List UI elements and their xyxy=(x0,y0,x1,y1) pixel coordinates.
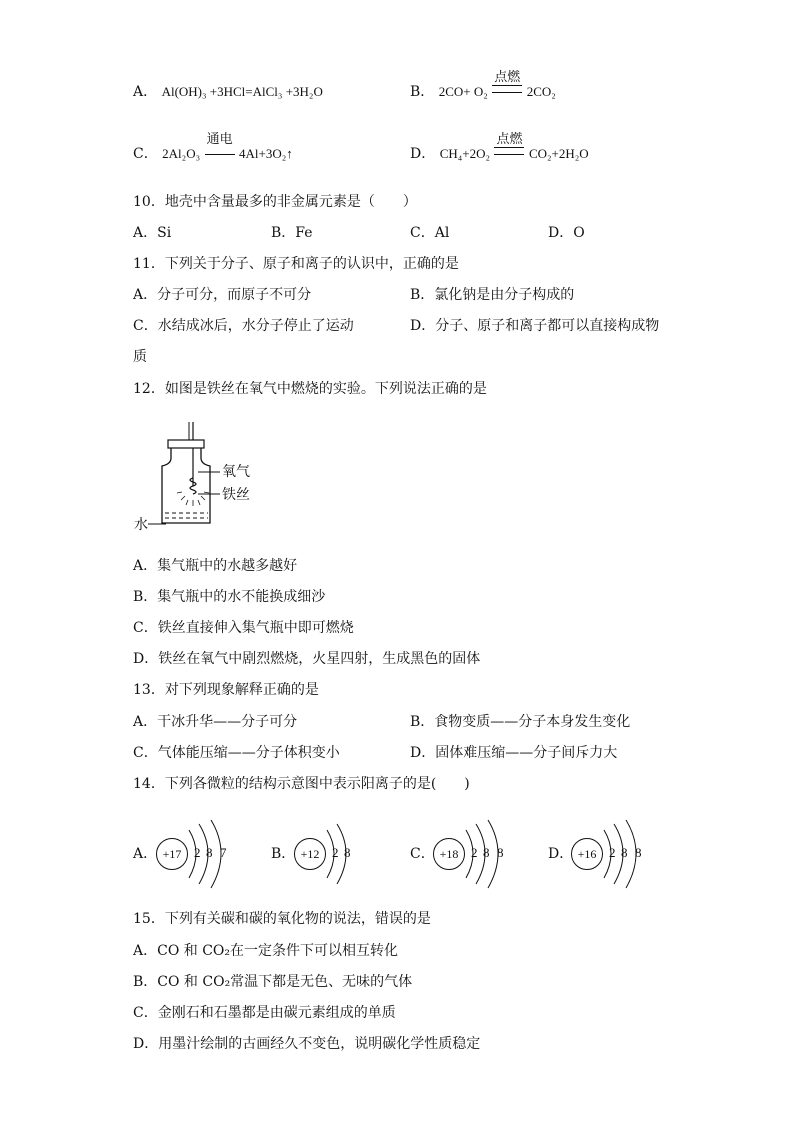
q13-option-d[interactable]: D．固体难压缩——分子间斥力大 xyxy=(410,745,618,761)
water-layer xyxy=(165,513,208,518)
q9-option-b[interactable]: B． 2CO+ O₂ 点燃 2CO₂ xyxy=(410,70,556,100)
q13-option-c[interactable]: C．气体能压缩——分子体积变小 xyxy=(133,745,340,761)
q10-option-b[interactable]: B．Fe xyxy=(271,225,313,241)
q9-a-equation: Al(OH)₃ +3HCl=AlCl₃ +3H₂O xyxy=(161,84,323,99)
q11-option-b[interactable]: B．氯化钠是由分子构成的 xyxy=(410,287,575,303)
reaction-condition: 通电 xyxy=(205,145,235,163)
q15-option-d[interactable]: D．用墨汁绘制的古画经久不变色，说明碳化学性质稳定 xyxy=(133,1036,481,1052)
q9-option-a[interactable]: A． Al(OH)₃ +3HCl=AlCl₃ +3H₂O xyxy=(133,84,323,100)
q12-option-b[interactable]: B．集气瓶中的水不能换成细沙 xyxy=(133,589,326,605)
q14-c-electron-shells xyxy=(462,818,512,890)
q15-option-a[interactable]: A．CO 和 CO₂在一定条件下可以相互转化 xyxy=(133,943,399,959)
label-water: 水 xyxy=(134,517,148,533)
q14-c-nucleus: +18 xyxy=(433,838,465,870)
q14-option-d-label[interactable]: D． xyxy=(548,846,574,862)
q14-option-b-label[interactable]: B． xyxy=(271,846,296,862)
gas-jar xyxy=(162,448,210,523)
q11-option-a[interactable]: A．分子可分，而原子不可分 xyxy=(133,287,312,303)
q11-option-d-continued: 质 xyxy=(133,349,147,365)
q11-stem: 11．下列关于分子、原子和离子的认识中，正确的是 xyxy=(133,256,459,272)
q9-option-c[interactable]: C． 2Al₂O₃ 通电 4Al+3O₂↑ xyxy=(133,132,293,162)
q9-option-d[interactable]: D． CH₄+2O₂ 点燃 CO₂+2H₂O xyxy=(410,132,589,162)
q10-stem: 10．地壳中含量最多的非金属元素是（ ） xyxy=(133,194,417,210)
q10-option-c[interactable]: C．Al xyxy=(410,225,450,241)
q14-a-nucleus: +17 xyxy=(156,838,188,870)
q14-option-a-label[interactable]: A． xyxy=(133,846,158,862)
q12-option-d[interactable]: D．铁丝在氧气中剧烈燃烧，火星四射，生成黑色的固体 xyxy=(133,651,481,667)
q12-option-c[interactable]: C．铁丝直接伸入集气瓶中即可燃烧 xyxy=(133,620,354,636)
q10-option-a[interactable]: A．Si xyxy=(133,225,172,241)
q15-stem: 15．下列有关碳和碳的氧化物的说法，错误的是 xyxy=(133,911,431,927)
q13-stem: 13．对下列现象解释正确的是 xyxy=(133,682,319,698)
q14-stem: 14．下列各微粒的结构示意图中表示阳离子的是( ) xyxy=(133,776,470,792)
q14-a-electron-shells xyxy=(185,818,235,890)
label-oxygen: 氧气 xyxy=(222,464,250,480)
q14-d-electron-shells xyxy=(600,818,650,890)
q14-d-nucleus: +16 xyxy=(571,838,603,870)
reaction-condition: 点燃 xyxy=(492,83,522,101)
reaction-condition: 点燃 xyxy=(494,145,524,163)
q12-stem: 12．如图是铁丝在氧气中燃烧的实验。下列说法正确的是 xyxy=(133,381,487,397)
q11-option-c[interactable]: C．水结成冰后，水分子停止了运动 xyxy=(133,318,354,334)
label-iron-wire: 铁丝 xyxy=(222,487,250,503)
gas-jar-figure xyxy=(130,420,270,545)
q10-option-d[interactable]: D．O xyxy=(548,225,585,241)
q14-option-c-label[interactable]: C． xyxy=(410,846,435,862)
q14-b-nucleus: +12 xyxy=(294,838,326,870)
q13-option-a[interactable]: A．干冰升华——分子可分 xyxy=(133,714,298,730)
q15-option-c[interactable]: C．金刚石和石墨都是由碳元素组成的单质 xyxy=(133,1005,396,1021)
q12-option-a[interactable]: A．集气瓶中的水越多越好 xyxy=(133,558,298,574)
q14-b-electron-shells xyxy=(323,818,363,890)
exam-page: A． Al(OH)₃ +3HCl=AlCl₃ +3H₂O B． 2CO+ O₂ 点燃 2CO₂ C． 2Al₂O₃ 通电 4Al+3O₂↑ D． CH₄+2O₂ 点燃 CO₂+2H₂O 10．地壳中含量最多的非金属元素是（ ） A．Si B．Fe C．Al D．O 11．下列关于分子、原子和离子的认识中，正确的是 A．分子可分，而原子不可分 B．氯化钠是由分子构成的 C．水结成冰后，水分子停止了运动 D．分子、原子和离子都可以直接构成物 质 12．如图是铁丝在氧气中燃烧的实验。下列说法正确的是 氧气 铁丝 水 A．集气瓶中的水越多越好 B．集气瓶中的水不能换成细沙 C．铁丝直接伸入集气瓶中即可燃烧 D．铁丝在氧气中剧烈燃烧，火星四射，生成黑色的固体 13．对下列现象解释正确的是 A．干冰升华——分子可分 B．食物变质——分子本身发生变化 C．气体能压缩——分子体积变小 D．固体难压缩——分子间斥力大 14．下列各微粒的结构示意图中表示阳离子的是( ) A． +17 2 8 7 B． +12 2 8 C． +18 2 8 8 D． +16 2 8 8 15．下列有关碳和碳的氧化物的说法，错误的是 A．CO 和 CO₂在一定条件下可以相互转化 B．CO 和 CO₂常温下都是无色、无味的气体 C．金刚石和石墨都是由碳元素组成的单质 D．用墨汁绘制的古画经久不变色，说明碳化学性质稳定 xyxy=(0,0,794,1123)
bottle-stopper xyxy=(168,440,204,448)
q15-option-b[interactable]: B．CO 和 CO₂常温下都是无色、无味的气体 xyxy=(133,974,413,990)
q13-option-b[interactable]: B．食物变质——分子本身发生变化 xyxy=(410,714,631,730)
q11-option-d[interactable]: D．分子、原子和离子都可以直接构成物 xyxy=(410,318,660,334)
